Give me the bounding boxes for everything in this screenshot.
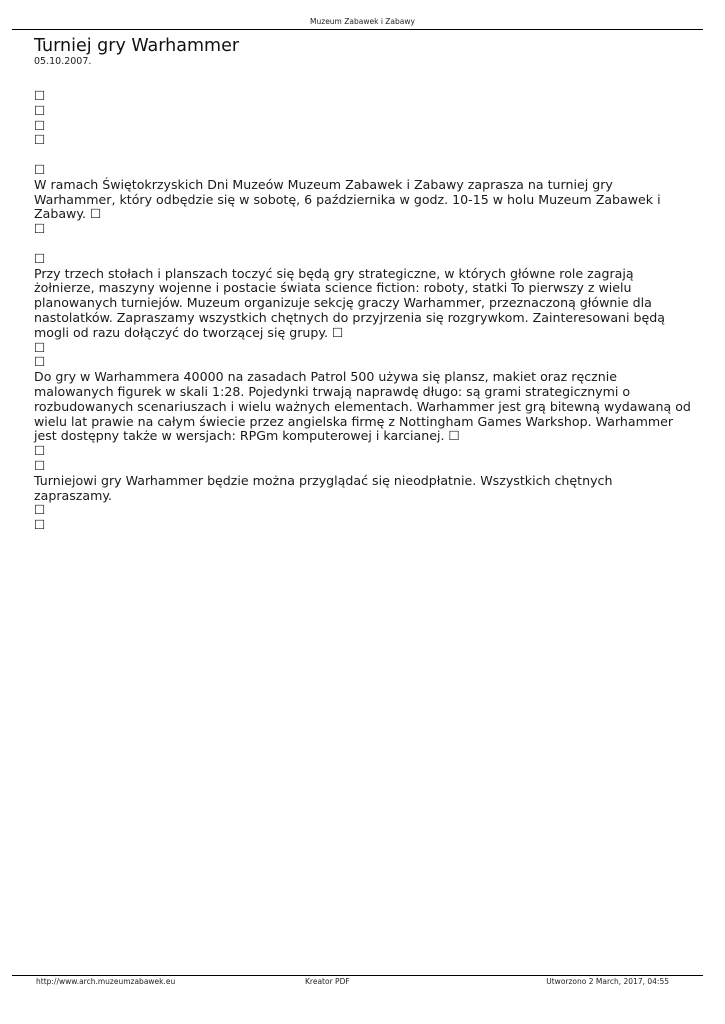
footer-created: Utworzono 2 March, 2017, 04:55: [546, 977, 669, 986]
article-title: Turniej gry Warhammer: [34, 36, 240, 56]
article-body: [34, 89, 694, 533]
placeholder-box: ☐: [34, 132, 46, 148]
placeholder-box: ☐: [34, 250, 46, 266]
footer-generator: Kreator PDF: [305, 977, 350, 986]
placeholder-box: ☐: [34, 117, 46, 133]
placeholder-box: ☐: [34, 339, 46, 355]
paragraph-tables: Przy trzech stołach i planszach toczyć się będą gry strategiczne, w których główne role zagrają żołnierze, maszyny wojenne i postacie świata science fiction: roboty, statki To pierwszy z wielu planowanych turniejów. Muzeum organizuje sekcję graczy Warhammer, przeznaczoną głównie dla nastolatków. Zapraszamy wszystkich chętnych do przyjrzenia się rozgrywkom. Zainteresowani będą mogli od razu dołączyć do tworzącej się grupy. ☐: [34, 265, 665, 340]
paragraph-rules: Do gry w Warhammera 40000 na zasadach Patrol 500 używa się plansz, makiet oraz ręcznie malowanych figurek w skali 1:28. Pojedynki trwają naprawdę długo: są grami strategicznymi o rozbudowanych scenariuszach i wielu ważnych elementach. Warhammer jest grą bitewną wydawaną od wielu lat prawie na całym świecie przez angielska firmę z Nottingham Games Warkshop. Warhammer jest dostępny także w wersjach: RPGm komputerowej i karcianej. ☐: [34, 369, 691, 444]
placeholder-box: ☐: [34, 354, 46, 370]
placeholder-box: ☐: [34, 102, 46, 118]
footer-url: http://www.arch.muzeumzabawek.eu: [36, 977, 176, 986]
placeholder-box: ☐: [34, 517, 46, 533]
footer-rule: [12, 975, 703, 976]
header-rule: [12, 29, 703, 30]
blank-line: [34, 148, 694, 163]
placeholder-box: ☐: [34, 161, 46, 177]
paragraph-intro: W ramach Świętokrzyskich Dni Muzeów Muzeum Zabawek i Zabawy zaprasza na turniej gry Warhammer, który odbędzie się w sobotę, 6 października w godz. 10-15 w holu Muzeum Zabawek i Zabawy. ☐: [34, 176, 661, 222]
article-date: 05.10.2007.: [34, 56, 92, 67]
page-header-site-name: Muzeum Zabawek i Zabawy: [310, 17, 415, 26]
placeholder-box: ☐: [34, 502, 46, 518]
blank-line: [34, 237, 694, 252]
paragraph-closing: Turniejowi gry Warhammer będzie można przyglądać się nieodpłatnie. Wszystkich chętnych zapraszamy.: [34, 472, 613, 503]
placeholder-box: ☐: [34, 221, 46, 237]
placeholder-box: ☐: [34, 443, 46, 459]
placeholder-box: ☐: [34, 88, 46, 103]
placeholder-box: ☐: [34, 457, 46, 473]
